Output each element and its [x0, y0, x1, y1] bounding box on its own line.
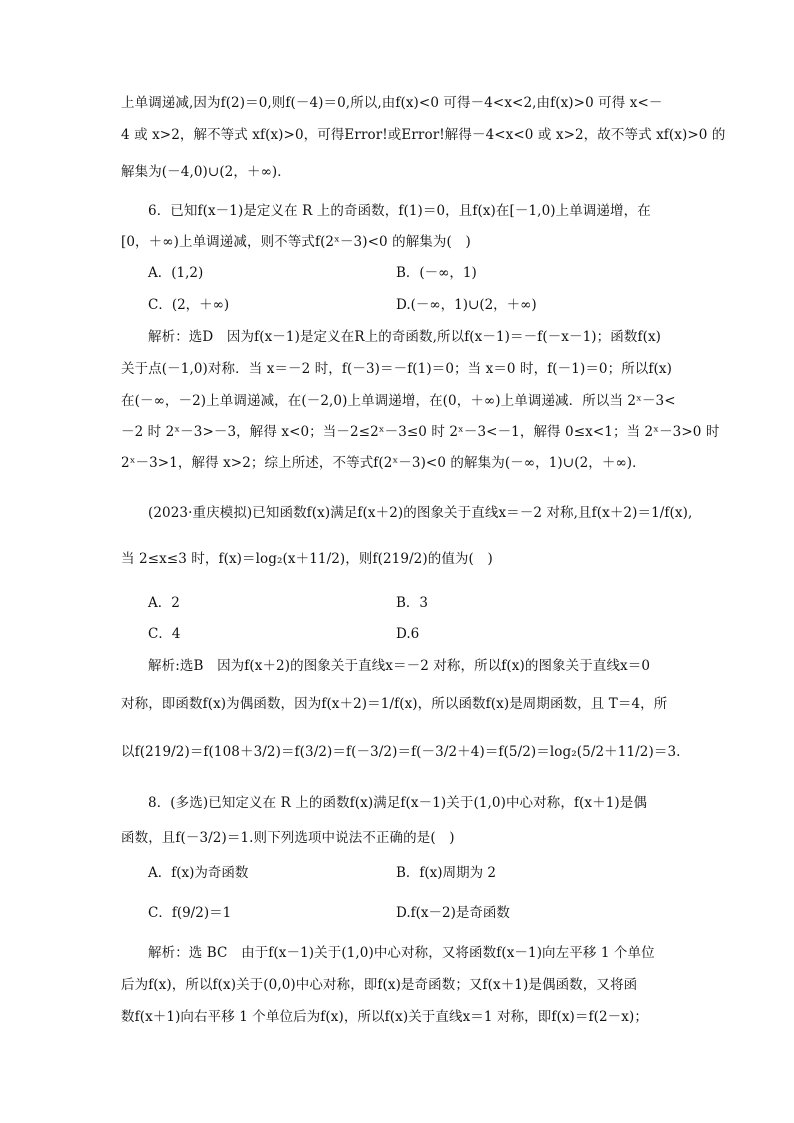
q7-solution: 以f(219/2)＝f(108＋3/2)＝f(3/2)＝f(－3/2)＝f(－3/2＋4)＝f(5/2)＝log₂(5/2＋11/2)＝3. [121, 744, 681, 760]
q8-option-b: B．f(x)周期为 2 [396, 865, 496, 881]
q6-solution: －2 时 2ˣ－3>－3，解得 x<0；当－2≤2ˣ－3≤0 时 2ˣ－3<－1，解得 0≤x<1；当 2ˣ－3>0 时 [121, 424, 720, 440]
q6-option-a: A．(1,2) [148, 265, 204, 281]
q8-solution: 解析：选 BC 由于f(x－1)关于(1,0)中心对称，又将函数f(x－1)向左平移 1 个单位 [148, 945, 655, 961]
q7-solution: 解析:选B 因为f(x＋2)的图象关于直线x＝－2 对称，所以f(x)的图象关于直线x＝0 [148, 658, 651, 674]
q6-solution: 在(－∞，－2)上单调递减，在(－2,0)上单调递增，在(0，＋∞)上单调递减．所以当 2ˣ－3< [121, 393, 676, 409]
q6-option-d: D.(－∞，1)∪(2，＋∞) [396, 297, 537, 313]
q6-option-c: C．(2，＋∞) [148, 297, 230, 313]
q8-option-a: A．f(x)为奇函数 [148, 865, 249, 881]
text-line: 解集为(－4,0)∪(2，＋∞)． [121, 164, 291, 180]
q6-solution: 解析：选D 因为f(x－1)是定义在R上的奇函数,所以f(x－1)＝－f(－x－1)；函数f(x) [148, 329, 662, 345]
question-7-stem-cont: 当 2≤x≤3 时，f(x)＝log₂(x＋11/2)，则f(219/2)的值为( ) [121, 551, 493, 567]
question-8-stem: 8．(多选)已知定义在 R 上的函数f(x)满足f(x－1)关于(1,0)中心对称，f(x＋1)是偶 [148, 795, 647, 811]
question-6-stem: 6．已知f(x－1)是定义在 R 上的奇函数，f(1)＝0，且f(x)在[－1,0)上单调递增，在 [148, 203, 651, 219]
q8-option-c: C．f(9/2)＝1 [148, 905, 232, 921]
q7-option-d: D.6 [396, 626, 420, 642]
q7-option-c: C．4 [148, 626, 181, 642]
question-7-stem: (2023·重庆模拟)已知函数f(x)满足f(x＋2)的图象关于直线x＝－2 对称,且f(x＋2)＝1/f(x), [148, 505, 693, 521]
question-8-stem-cont: 函数，且f(－3/2)＝1.则下列选项中说法不正确的是( ) [121, 830, 455, 846]
q8-solution: 后为f(x)，所以f(x)关于(0,0)中心对称，即f(x)是奇函数；又f(x＋1)是偶函数，又将函 [121, 977, 638, 993]
q6-solution: 关于点(－1,0)对称．当 x＝－2 时，f(－3)＝－f(1)＝0；当 x＝0 时，f(－1)＝0；所以f(x) [121, 361, 672, 377]
question-6-stem-cont: [0，＋∞)上单调递减，则不等式f(2ˣ－3)<0 的解集为( ) [121, 234, 471, 250]
q8-option-d: D.f(x－2)是奇函数 [396, 905, 510, 921]
q8-solution: 数f(x＋1)向右平移 1 个单位后为f(x)，所以f(x)关于直线x＝1 对称，即f(x)＝f(2－x)； [121, 1009, 648, 1025]
q7-solution: 对称，即函数f(x)为偶函数，因为f(x＋2)＝1/f(x)，所以函数f(x)是周期函数，且 T＝4，所 [121, 696, 668, 712]
q7-option-a: A．2 [148, 595, 180, 611]
q7-option-b: B．3 [396, 595, 429, 611]
q6-solution: 2ˣ－3>1，解得 x>2；综上所述，不等式f(2ˣ－3)<0 的解集为(－∞，1)∪(2，＋∞)． [121, 455, 646, 471]
text-line: 4 或 x>2，解不等式 xf(x)>0，可得Error!或Error!解得－4<x<0 或 x>2，故不等式 xf(x)>0 的 [121, 127, 726, 143]
text-line: 上单调递减,因为f(2)＝0,则f(－4)＝0,所以,由f(x)<0 可得－4<x<2,由f(x)>0 可得 x<－ [121, 95, 663, 111]
q6-option-b: B．(－∞，1) [396, 265, 477, 281]
